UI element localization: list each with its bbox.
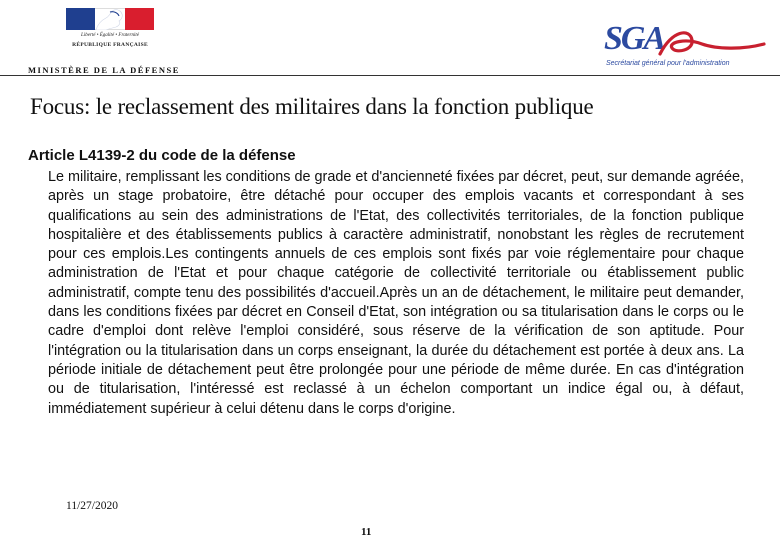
ministry-name: MINISTÈRE DE LA DÉFENSE <box>28 65 180 75</box>
sga-mark: SGA <box>604 20 665 57</box>
sga-subtitle: Secrétariat général pour l'administration <box>606 60 730 67</box>
sga-logo <box>600 20 760 72</box>
article-title: Article L4139-2 du code de la défense <box>28 147 296 164</box>
rf-republic-label: RÉPUBLIQUE FRANÇAISE <box>72 42 148 48</box>
republique-francaise-logo <box>66 8 154 54</box>
footer-date: 11/27/2020 <box>66 500 118 512</box>
french-flag-icon <box>66 8 154 30</box>
article-body: Le militaire, remplissant les conditions de grade et d'ancienneté fixées par décret, peut, sur demande agréée, après un stage probatoire, être détaché pour occuper des emplois vacants et correspondant à ses qualifications au sein des administrations de l'Etat, des collectivités territoriales, de la fonction publique hospitalière et des établissements publics à caractère administratif, nonobstant les règles de recrutement pour ces emplois.Les contingents annuels de ces emplois sont fixés par voie réglementaire pour chaque administration de l'Etat et pour chaque catégorie de collectivité territoriale ou établissement public administratif, compte tenu des possibilités d'accueil.Après un an de détachement, le militaire peut demander, dans les conditions fixées par décret en Conseil d'Etat, son intégration ou sa titularisation dans le corps ou le cadre d'emploi dont relève l'emploi considéré, sous réserve de la vérification de son aptitude. Pour l'intégration ou la titularisation dans un corps enseignant, la durée du détachement est portée à deux ans. La période initiale de détachement peut être prolongée pour une période de même durée. En cas d'intégration ou de titularisation, l'intéressé est reclassé à un échelon comportant un indice égal ou, à défaut, immédiatement supérieur à celui détenu dans le corps d'origine. <box>48 169 744 417</box>
page-number: 11 <box>361 526 372 538</box>
sga-swoosh-icon <box>646 24 780 60</box>
marianne-profile-icon <box>92 8 128 30</box>
rf-motto: Liberté • Égalité • Fraternité <box>81 33 139 38</box>
header-divider <box>0 75 780 76</box>
slide-title: Focus: le reclassement des militaires dans la fonction publique <box>30 94 594 119</box>
